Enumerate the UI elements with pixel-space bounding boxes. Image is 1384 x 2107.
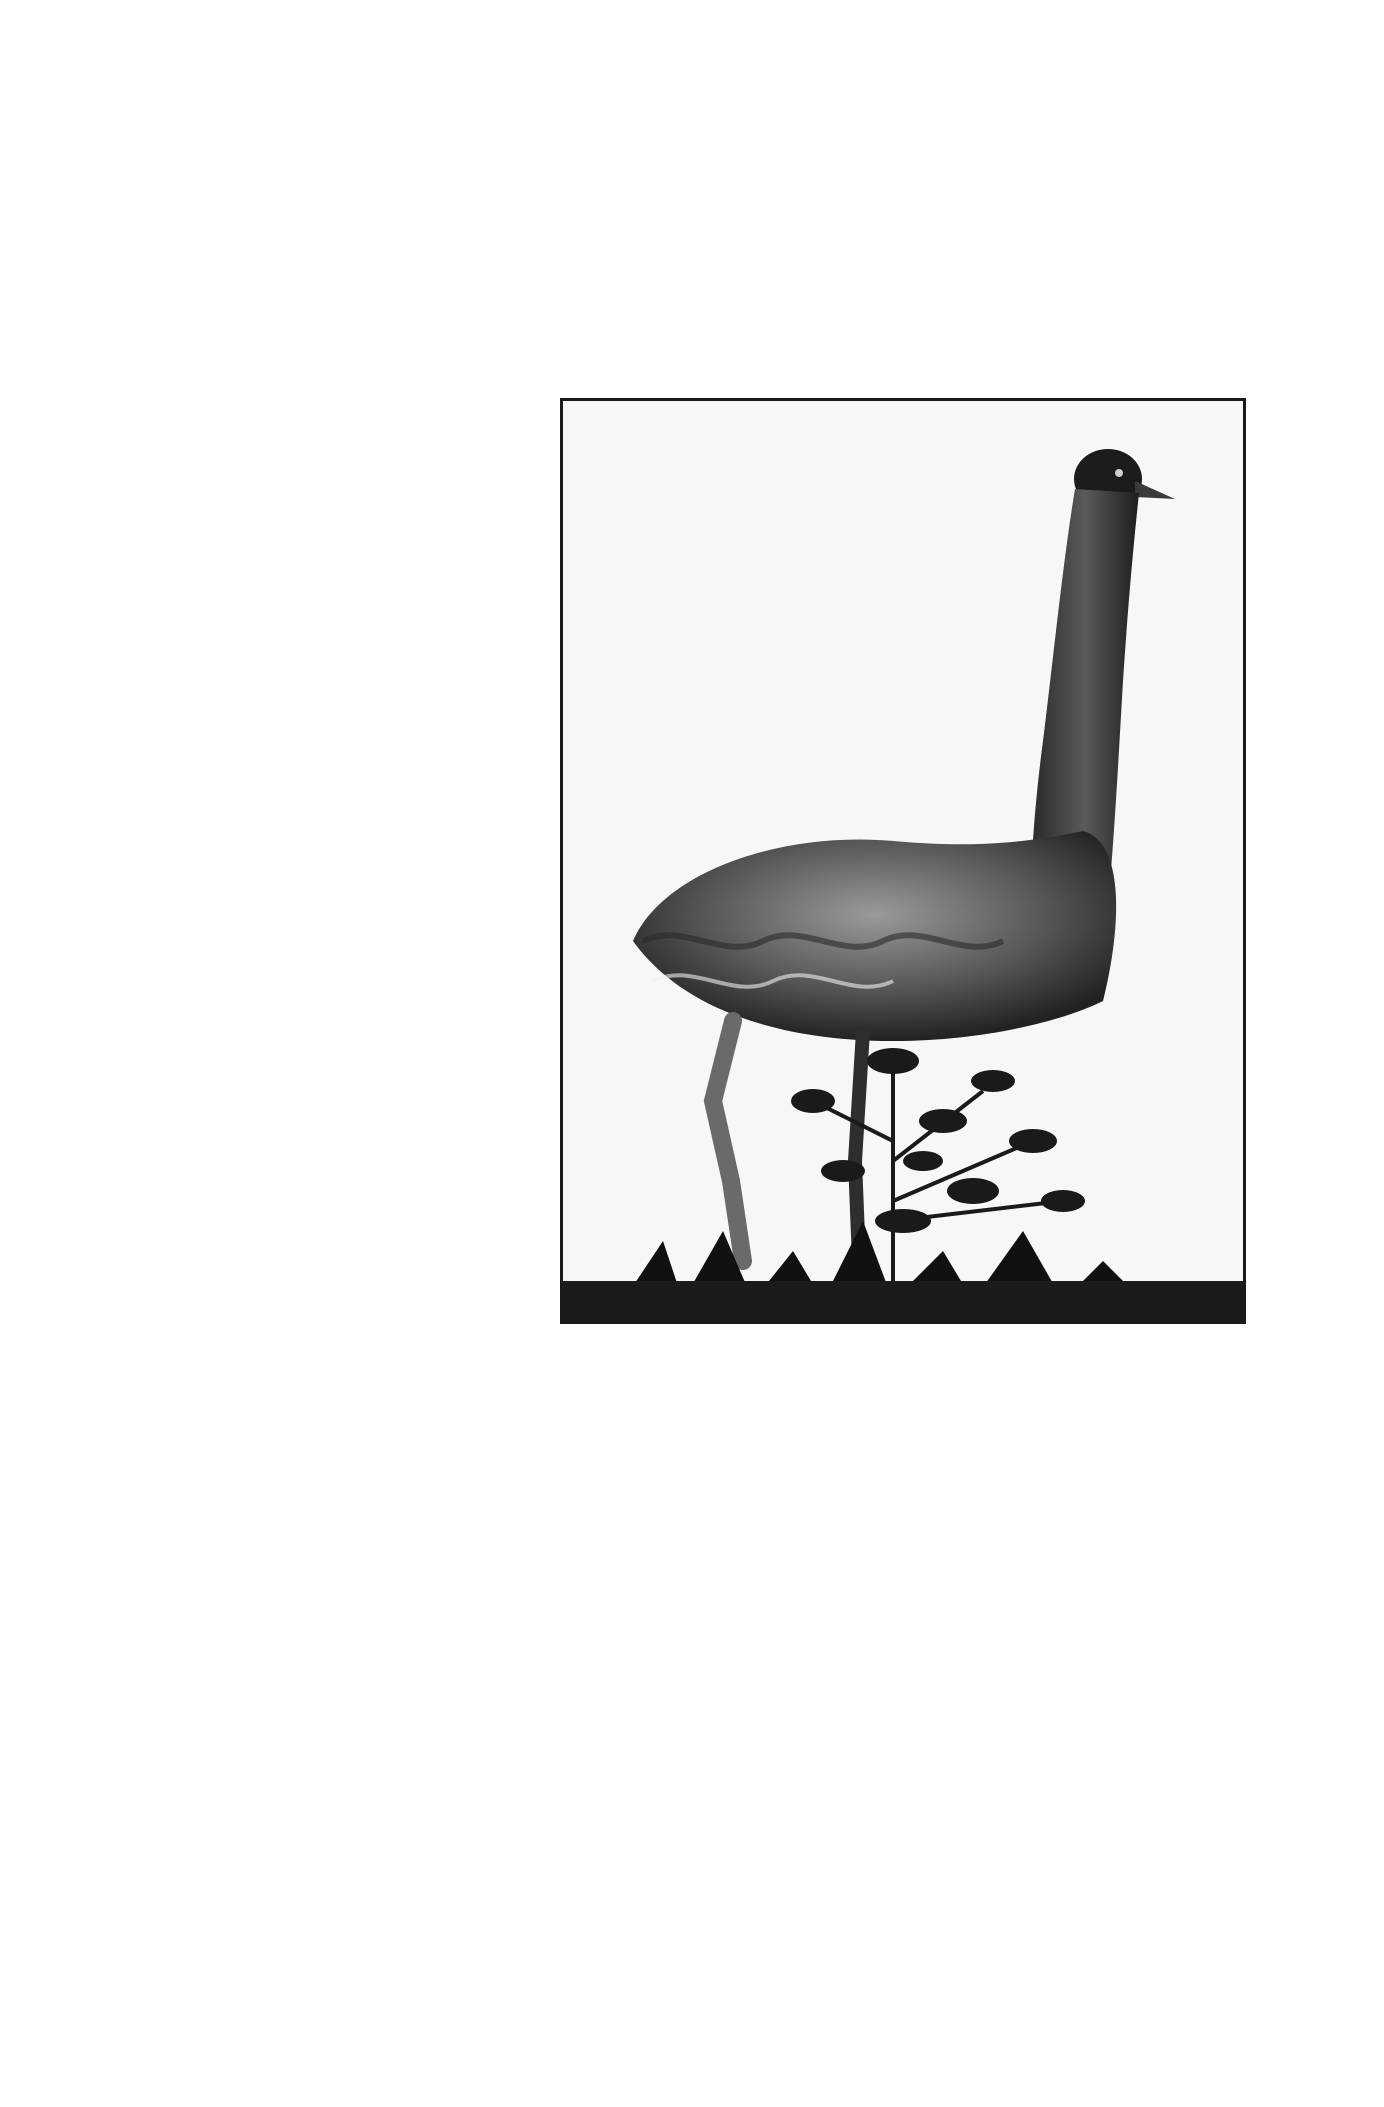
figure [560, 398, 1246, 1320]
running-head [0, 84, 1384, 136]
emeu-photograph [563, 401, 1243, 1321]
figure-frame [560, 398, 1246, 1324]
